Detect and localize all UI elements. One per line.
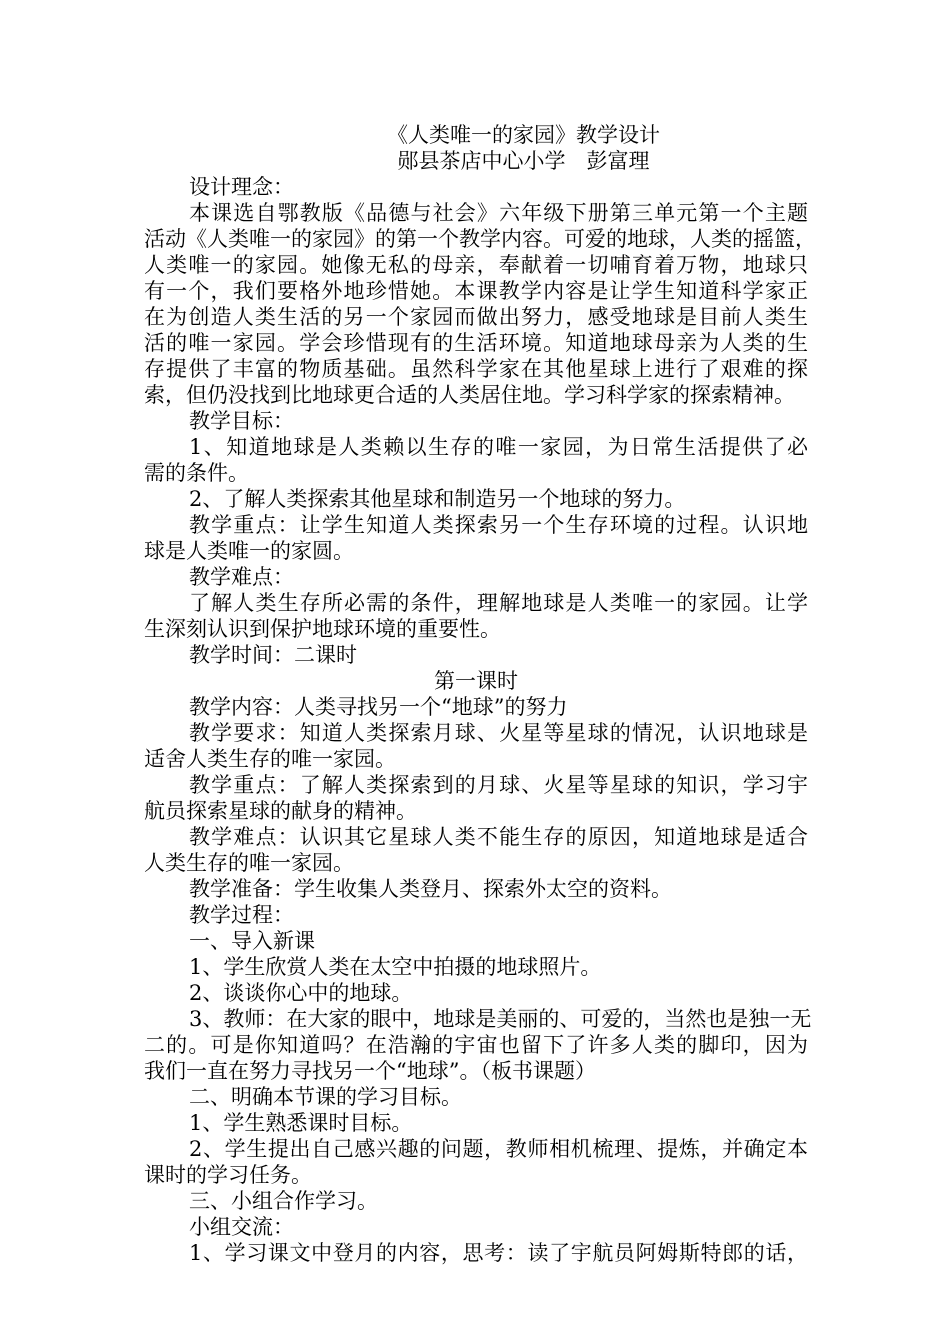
paragraph-line: 教学要求：知道人类探索月球、火星等星球的情况，认识地球是 (189, 721, 808, 745)
section-heading: 教学难点： (189, 565, 294, 589)
paragraph-line: 航员探索星球的献身的精神。 (144, 799, 417, 823)
document-author: 郧县茶店中心小学 彭富理 (397, 149, 650, 173)
paragraph-line: 教学内容：人类寻找另一个“地球”的努力 (189, 695, 568, 719)
paragraph-line: 课时的学习任务。 (144, 1163, 312, 1187)
paragraph-line: 二的。可是你知道吗？在浩瀚的宇宙也留下了许多人类的脚印，因为 (144, 1033, 808, 1057)
paragraph-line: 我们一直在努力寻找另一个“地球”。（板书课题） (144, 1059, 596, 1083)
paragraph-line: 生深刻认识到保护地球环境的重要性。 (144, 617, 501, 641)
section-heading: 一、导入新课 (189, 929, 315, 953)
paragraph-line: 1、知道地球是人类赖以生存的唯一家园，为日常生活提供了必 (189, 435, 808, 459)
paragraph-line: 2、谈谈你心中的地球。 (189, 981, 413, 1005)
paragraph-line: 本课选自鄂教版《品德与社会》六年级下册第三单元第一个主题 (189, 201, 808, 225)
document-title: 《人类唯一的家园》教学设计 (387, 123, 660, 147)
paragraph-line: 1、学习课文中登月的内容，思考：读了宇航员阿姆斯特郎的话， (189, 1241, 808, 1265)
section-heading: 设计理念： (189, 175, 294, 199)
paragraph-line: 人类生存的唯一家园。 (144, 851, 354, 875)
paragraph-line: 教学难点：认识其它星球人类不能生存的原因，知道地球是适合 (189, 825, 808, 849)
paragraph-line: 有一个，我们要格外地珍惜她。本课教学内容是让学生知道科学家正 (144, 279, 808, 303)
paragraph-line: 在为创造人类生活的另一个家园而做出努力，感受地球是目前人类生 (144, 305, 808, 329)
paragraph-line: 教学重点：了解人类探索到的月球、火星等星球的知识，学习宇 (189, 773, 808, 797)
section-heading: 教学目标： (189, 409, 294, 433)
paragraph-line: 教学时间：二课时 (189, 643, 357, 667)
paragraph-line: 存提供了丰富的物质基础。虽然科学家在其他星球上进行了艰难的探 (144, 357, 808, 381)
paragraph-line: 3、教师：在大家的眼中，地球是美丽的、可爱的，当然也是独一无 (189, 1007, 812, 1031)
paragraph-line: 2、了解人类探索其他星球和制造另一个地球的努力。 (189, 487, 686, 511)
paragraph-line: 1、学生欣赏人类在太空中拍摄的地球照片。 (189, 955, 602, 979)
paragraph-line: 教学重点：让学生知道人类探索另一个生存环境的过程。认识地 (189, 513, 808, 537)
paragraph-line: 球是人类唯一的家圆。 (144, 539, 354, 563)
paragraph-line: 1、学生熟悉课时目标。 (189, 1111, 413, 1135)
paragraph-line: 需的条件。 (144, 461, 249, 485)
section-heading: 三、小组合作学习。 (189, 1189, 378, 1213)
paragraph-line: 了解人类生存所必需的条件，理解地球是人类唯一的家园。让学 (189, 591, 808, 615)
paragraph-line: 活的唯一家园。学会珍惜现有的生活环境。知道地球母亲为人类的生 (144, 331, 808, 355)
document-body (144, 122, 816, 1266)
paragraph-line: 适舍人类生存的唯一家园。 (144, 747, 396, 771)
lesson-heading: 第一课时 (434, 669, 518, 693)
section-heading: 教学过程： (189, 903, 294, 927)
paragraph-line: 教学准备：学生收集人类登月、探索外太空的资料。 (189, 877, 672, 901)
paragraph-line: 活动《人类唯一的家园》的第一个教学内容。可爱的地球，人类的摇篮， (144, 227, 816, 251)
paragraph-line: 2、学生提出自己感兴趣的问题，教师相机梳理、提炼，并确定本 (189, 1137, 808, 1161)
paragraph-line: 人类唯一的家园。她像无私的母亲，奉献着一切哺育着万物，地球只 (144, 253, 808, 277)
paragraph-line: 索，但仍没找到比地球更合适的人类居住地。学习科学家的探索精神。 (144, 383, 795, 407)
section-heading: 小组交流： (189, 1215, 294, 1239)
section-heading: 二、明确本节课的学习目标。 (189, 1085, 462, 1109)
